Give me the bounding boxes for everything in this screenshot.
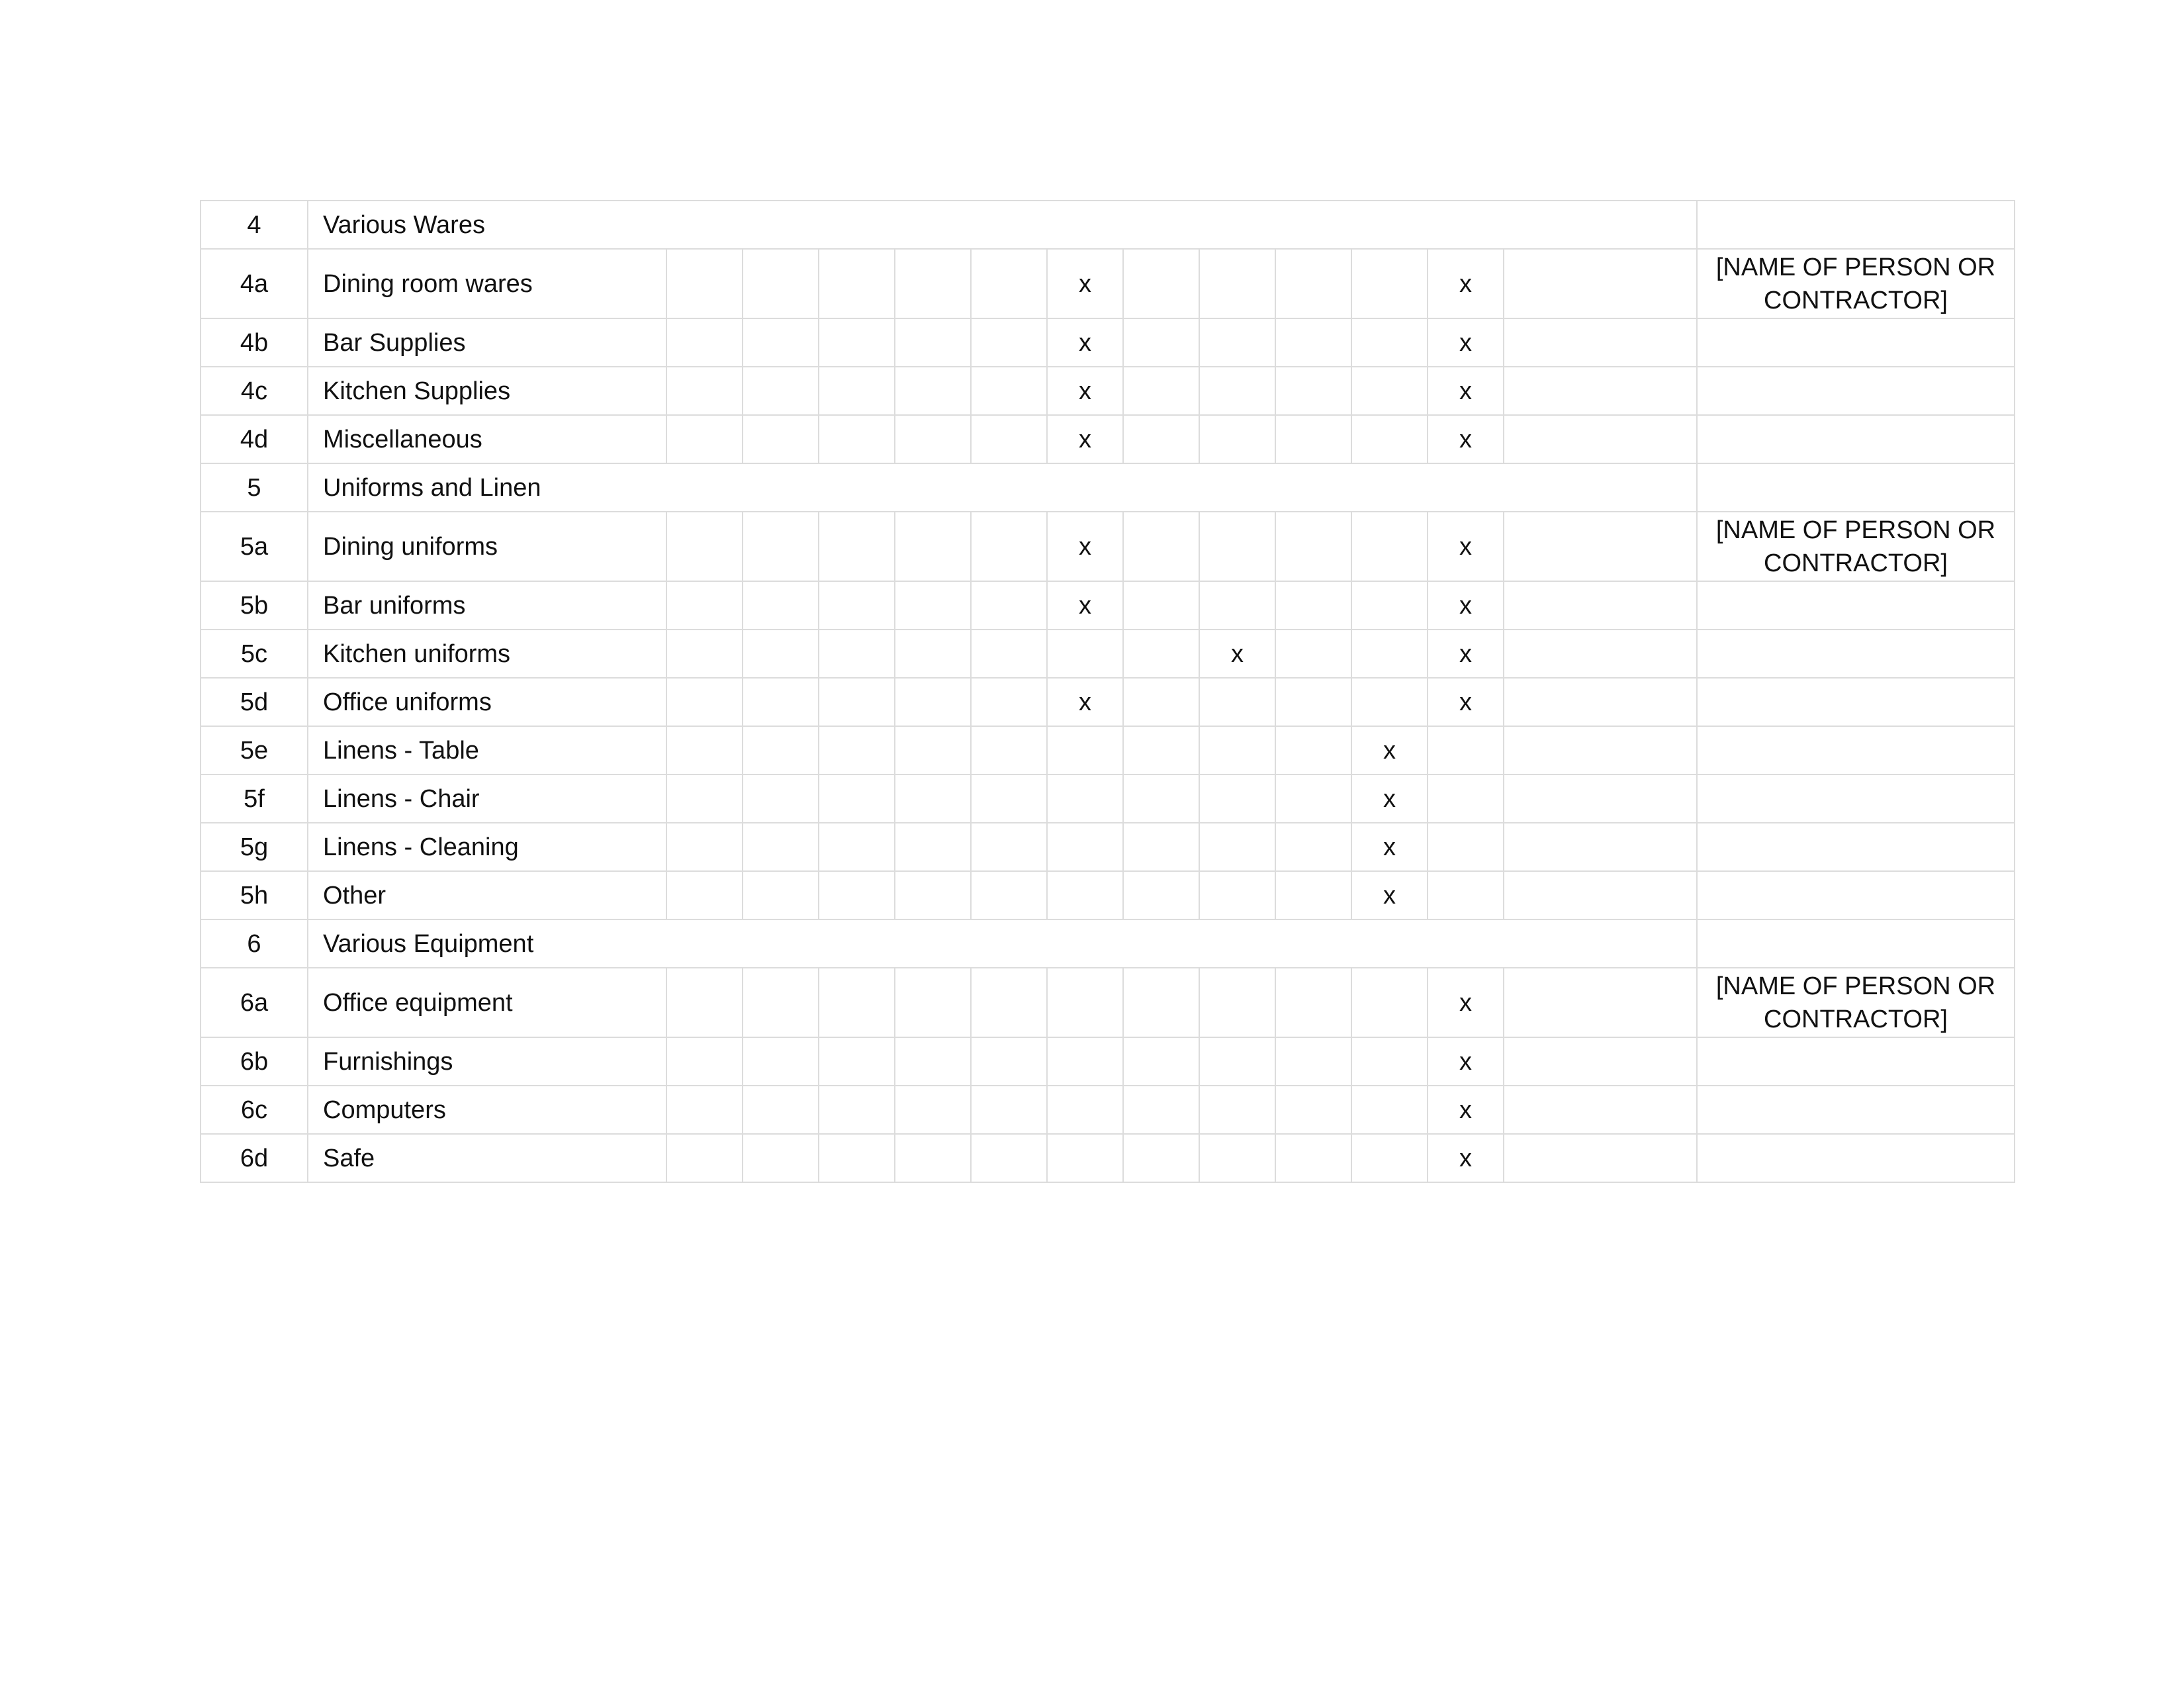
mark-cell: x [1428, 249, 1504, 318]
mark-cell: x [1428, 678, 1504, 726]
mark-cell [1351, 1086, 1428, 1134]
item-row [201, 774, 2015, 823]
mark-cell [1351, 581, 1428, 630]
mark-cell [743, 774, 819, 823]
item-code: 4d [201, 415, 308, 463]
section-responsible-cell [1697, 201, 2015, 249]
mark-cell [666, 1134, 743, 1182]
item-code: 5d [201, 678, 308, 726]
mark-cell [1199, 318, 1275, 367]
mark-cell [1351, 968, 1428, 1037]
mark-cell [1199, 415, 1275, 463]
mark-cell [743, 871, 819, 919]
mark-cell [895, 415, 971, 463]
responsible-cell: [NAME OF PERSON OR CONTRACTOR] [1697, 249, 2015, 318]
mark-cell [819, 871, 895, 919]
mark-cell [895, 367, 971, 415]
mark-cell [1123, 1037, 1199, 1086]
mark-cell [743, 678, 819, 726]
mark-cell [895, 581, 971, 630]
section-title: Various Wares [308, 201, 1697, 249]
mark-cell [1275, 581, 1351, 630]
section-responsible-cell [1697, 463, 2015, 512]
mark-cell: x [1047, 367, 1123, 415]
section-title: Various Equipment [308, 919, 1697, 968]
mark-cell [895, 726, 971, 774]
item-row [201, 367, 2015, 415]
mark-cell [1351, 318, 1428, 367]
mark-cell [1199, 249, 1275, 318]
item-code: 5c [201, 630, 308, 678]
item-row [201, 678, 2015, 726]
item-row [201, 318, 2015, 367]
mark-cell [1275, 774, 1351, 823]
mark-cell: x [1047, 678, 1123, 726]
mark-cell [1275, 871, 1351, 919]
mark-cell [743, 318, 819, 367]
mark-cell: x [1047, 249, 1123, 318]
item-name: Furnishings [308, 1037, 666, 1086]
mark-cell [819, 1037, 895, 1086]
mark-cell [819, 581, 895, 630]
mark-cell [1275, 512, 1351, 581]
mark-cell [743, 415, 819, 463]
mark-cell [666, 871, 743, 919]
mark-cell [1275, 678, 1351, 726]
mark-cell [819, 318, 895, 367]
item-name: Miscellaneous [308, 415, 666, 463]
mark-cell [1123, 318, 1199, 367]
mark-cell [1047, 871, 1123, 919]
mark-cell [1199, 1037, 1275, 1086]
responsible-cell [1697, 1134, 2015, 1182]
mark-cell [1504, 678, 1697, 726]
section-header-row [201, 463, 2015, 512]
responsible-cell [1697, 823, 2015, 871]
mark-cell [666, 415, 743, 463]
mark-cell [971, 367, 1047, 415]
mark-cell [1123, 823, 1199, 871]
mark-cell [1428, 823, 1504, 871]
mark-cell [895, 968, 971, 1037]
mark-cell [666, 823, 743, 871]
mark-cell [1275, 415, 1351, 463]
mark-cell [1047, 1037, 1123, 1086]
mark-cell: x [1428, 415, 1504, 463]
mark-cell [1504, 726, 1697, 774]
mark-cell [971, 774, 1047, 823]
item-name: Office uniforms [308, 678, 666, 726]
item-name: Bar uniforms [308, 581, 666, 630]
responsible-cell: [NAME OF PERSON OR CONTRACTOR] [1697, 968, 2015, 1037]
item-name: Dining room wares [308, 249, 666, 318]
mark-cell [971, 871, 1047, 919]
mark-cell [895, 1086, 971, 1134]
responsible-cell [1697, 415, 2015, 463]
mark-cell [971, 318, 1047, 367]
item-code: 6d [201, 1134, 308, 1182]
mark-cell [971, 249, 1047, 318]
mark-cell [1275, 318, 1351, 367]
mark-cell [1123, 581, 1199, 630]
mark-cell: x [1351, 871, 1428, 919]
mark-cell [1199, 774, 1275, 823]
mark-cell [819, 968, 895, 1037]
mark-cell [1199, 1134, 1275, 1182]
mark-cell [1199, 1086, 1275, 1134]
mark-cell [1275, 823, 1351, 871]
mark-cell [1351, 1134, 1428, 1182]
mark-cell: x [1428, 1037, 1504, 1086]
mark-cell [819, 1086, 895, 1134]
mark-cell: x [1428, 630, 1504, 678]
item-row [201, 1134, 2015, 1182]
item-name: Computers [308, 1086, 666, 1134]
responsible-cell [1697, 581, 2015, 630]
mark-cell [666, 726, 743, 774]
mark-cell [743, 1037, 819, 1086]
item-code: 4b [201, 318, 308, 367]
mark-cell [666, 318, 743, 367]
mark-cell: x [1047, 581, 1123, 630]
mark-cell [819, 726, 895, 774]
mark-cell [1428, 774, 1504, 823]
mark-cell [971, 1134, 1047, 1182]
mark-cell [1123, 1086, 1199, 1134]
mark-cell [666, 1037, 743, 1086]
item-code: 5g [201, 823, 308, 871]
responsible-cell [1697, 871, 2015, 919]
item-code: 5a [201, 512, 308, 581]
mark-cell [1504, 1134, 1697, 1182]
responsible-cell [1697, 630, 2015, 678]
item-code: 5b [201, 581, 308, 630]
mark-cell: x [1351, 726, 1428, 774]
mark-cell [743, 581, 819, 630]
mark-cell [1275, 1086, 1351, 1134]
item-row [201, 512, 2015, 581]
mark-cell [666, 249, 743, 318]
mark-cell: x [1428, 968, 1504, 1037]
section-header-row [201, 201, 2015, 249]
mark-cell [895, 512, 971, 581]
mark-cell: x [1199, 630, 1275, 678]
section-title: Uniforms and Linen [308, 463, 1697, 512]
mark-cell [895, 823, 971, 871]
mark-cell [1275, 367, 1351, 415]
mark-cell [1199, 512, 1275, 581]
item-code: 4a [201, 249, 308, 318]
mark-cell [971, 726, 1047, 774]
mark-cell [1351, 512, 1428, 581]
mark-cell [895, 1134, 971, 1182]
section-header-row [201, 919, 2015, 968]
mark-cell [1504, 774, 1697, 823]
mark-cell [895, 871, 971, 919]
inventory-table-body [201, 201, 2015, 1182]
item-code: 5e [201, 726, 308, 774]
mark-cell [895, 318, 971, 367]
mark-cell [971, 823, 1047, 871]
mark-cell [819, 249, 895, 318]
mark-cell [1351, 678, 1428, 726]
mark-cell [1123, 1134, 1199, 1182]
mark-cell [1428, 871, 1504, 919]
item-row [201, 726, 2015, 774]
mark-cell [971, 415, 1047, 463]
mark-cell [1275, 726, 1351, 774]
mark-cell [1199, 581, 1275, 630]
mark-cell [1504, 823, 1697, 871]
item-name: Safe [308, 1134, 666, 1182]
inventory-table [200, 200, 2015, 1183]
mark-cell: x [1047, 318, 1123, 367]
mark-cell [819, 415, 895, 463]
item-name: Linens - Chair [308, 774, 666, 823]
mark-cell [1123, 871, 1199, 919]
mark-cell [895, 774, 971, 823]
mark-cell [1123, 968, 1199, 1037]
mark-cell [1123, 726, 1199, 774]
mark-cell [895, 249, 971, 318]
mark-cell: x [1047, 512, 1123, 581]
mark-cell [1047, 968, 1123, 1037]
mark-cell [1275, 249, 1351, 318]
mark-cell [819, 774, 895, 823]
item-row [201, 1086, 2015, 1134]
mark-cell [666, 774, 743, 823]
item-name: Office equipment [308, 968, 666, 1037]
mark-cell [895, 1037, 971, 1086]
mark-cell [1199, 367, 1275, 415]
mark-cell [1351, 367, 1428, 415]
mark-cell [1199, 823, 1275, 871]
mark-cell [971, 581, 1047, 630]
mark-cell [1123, 415, 1199, 463]
item-row [201, 581, 2015, 630]
section-number: 5 [201, 463, 308, 512]
mark-cell [743, 249, 819, 318]
item-name: Linens - Cleaning [308, 823, 666, 871]
item-row [201, 823, 2015, 871]
mark-cell [1199, 968, 1275, 1037]
mark-cell [971, 630, 1047, 678]
mark-cell [1047, 823, 1123, 871]
mark-cell: x [1428, 367, 1504, 415]
mark-cell [666, 367, 743, 415]
responsible-cell [1697, 367, 2015, 415]
mark-cell [743, 726, 819, 774]
mark-cell [1123, 774, 1199, 823]
mark-cell [666, 581, 743, 630]
mark-cell [971, 512, 1047, 581]
mark-cell [971, 1037, 1047, 1086]
mark-cell [1504, 512, 1697, 581]
item-code: 6c [201, 1086, 308, 1134]
mark-cell [743, 367, 819, 415]
item-name: Kitchen uniforms [308, 630, 666, 678]
mark-cell [1504, 581, 1697, 630]
mark-cell [1047, 1086, 1123, 1134]
responsible-cell [1697, 318, 2015, 367]
item-row [201, 630, 2015, 678]
mark-cell [1199, 678, 1275, 726]
item-row [201, 968, 2015, 1037]
mark-cell [1351, 415, 1428, 463]
item-name: Linens - Table [308, 726, 666, 774]
mark-cell [1504, 968, 1697, 1037]
mark-cell [819, 823, 895, 871]
mark-cell: x [1428, 318, 1504, 367]
mark-cell [1047, 774, 1123, 823]
item-code: 6a [201, 968, 308, 1037]
mark-cell [1504, 318, 1697, 367]
mark-cell [895, 678, 971, 726]
mark-cell [666, 630, 743, 678]
mark-cell [1199, 726, 1275, 774]
mark-cell [971, 968, 1047, 1037]
mark-cell: x [1047, 415, 1123, 463]
mark-cell [895, 630, 971, 678]
item-row [201, 249, 2015, 318]
mark-cell [666, 968, 743, 1037]
mark-cell [819, 367, 895, 415]
section-number: 4 [201, 201, 308, 249]
mark-cell [666, 1086, 743, 1134]
mark-cell [1351, 630, 1428, 678]
mark-cell: x [1351, 774, 1428, 823]
mark-cell [1504, 1086, 1697, 1134]
mark-cell [743, 968, 819, 1037]
mark-cell [743, 1134, 819, 1182]
mark-cell [1047, 726, 1123, 774]
mark-cell: x [1428, 581, 1504, 630]
mark-cell: x [1428, 512, 1504, 581]
mark-cell: x [1428, 1086, 1504, 1134]
item-code: 4c [201, 367, 308, 415]
mark-cell [819, 1134, 895, 1182]
responsible-cell: [NAME OF PERSON OR CONTRACTOR] [1697, 512, 2015, 581]
mark-cell [743, 823, 819, 871]
mark-cell [1504, 367, 1697, 415]
mark-cell [1123, 367, 1199, 415]
section-responsible-cell [1697, 919, 2015, 968]
item-code: 6b [201, 1037, 308, 1086]
mark-cell [1199, 871, 1275, 919]
mark-cell [1275, 630, 1351, 678]
mark-cell: x [1428, 1134, 1504, 1182]
mark-cell [743, 630, 819, 678]
responsible-cell [1697, 678, 2015, 726]
item-code: 5f [201, 774, 308, 823]
mark-cell [971, 1086, 1047, 1134]
item-name: Dining uniforms [308, 512, 666, 581]
responsible-cell [1697, 1037, 2015, 1086]
mark-cell [1504, 1037, 1697, 1086]
responsible-cell [1697, 1086, 2015, 1134]
mark-cell [1123, 678, 1199, 726]
mark-cell [1351, 1037, 1428, 1086]
mark-cell [819, 512, 895, 581]
mark-cell [1047, 630, 1123, 678]
mark-cell [971, 678, 1047, 726]
mark-cell [1123, 249, 1199, 318]
mark-cell [1275, 968, 1351, 1037]
item-code: 5h [201, 871, 308, 919]
section-number: 6 [201, 919, 308, 968]
responsible-cell [1697, 774, 2015, 823]
mark-cell [1504, 871, 1697, 919]
mark-cell [1123, 512, 1199, 581]
item-name: Kitchen Supplies [308, 367, 666, 415]
item-row [201, 415, 2015, 463]
mark-cell [666, 512, 743, 581]
mark-cell [1275, 1134, 1351, 1182]
mark-cell [1123, 630, 1199, 678]
mark-cell [666, 678, 743, 726]
item-name: Other [308, 871, 666, 919]
mark-cell [1504, 630, 1697, 678]
mark-cell [743, 512, 819, 581]
mark-cell: x [1351, 823, 1428, 871]
mark-cell [1351, 249, 1428, 318]
responsible-cell [1697, 726, 2015, 774]
item-row [201, 871, 2015, 919]
mark-cell [1504, 249, 1697, 318]
mark-cell [1047, 1134, 1123, 1182]
mark-cell [1428, 726, 1504, 774]
mark-cell [819, 678, 895, 726]
item-row [201, 1037, 2015, 1086]
mark-cell [1504, 415, 1697, 463]
item-name: Bar Supplies [308, 318, 666, 367]
mark-cell [819, 630, 895, 678]
mark-cell [743, 1086, 819, 1134]
mark-cell [1275, 1037, 1351, 1086]
